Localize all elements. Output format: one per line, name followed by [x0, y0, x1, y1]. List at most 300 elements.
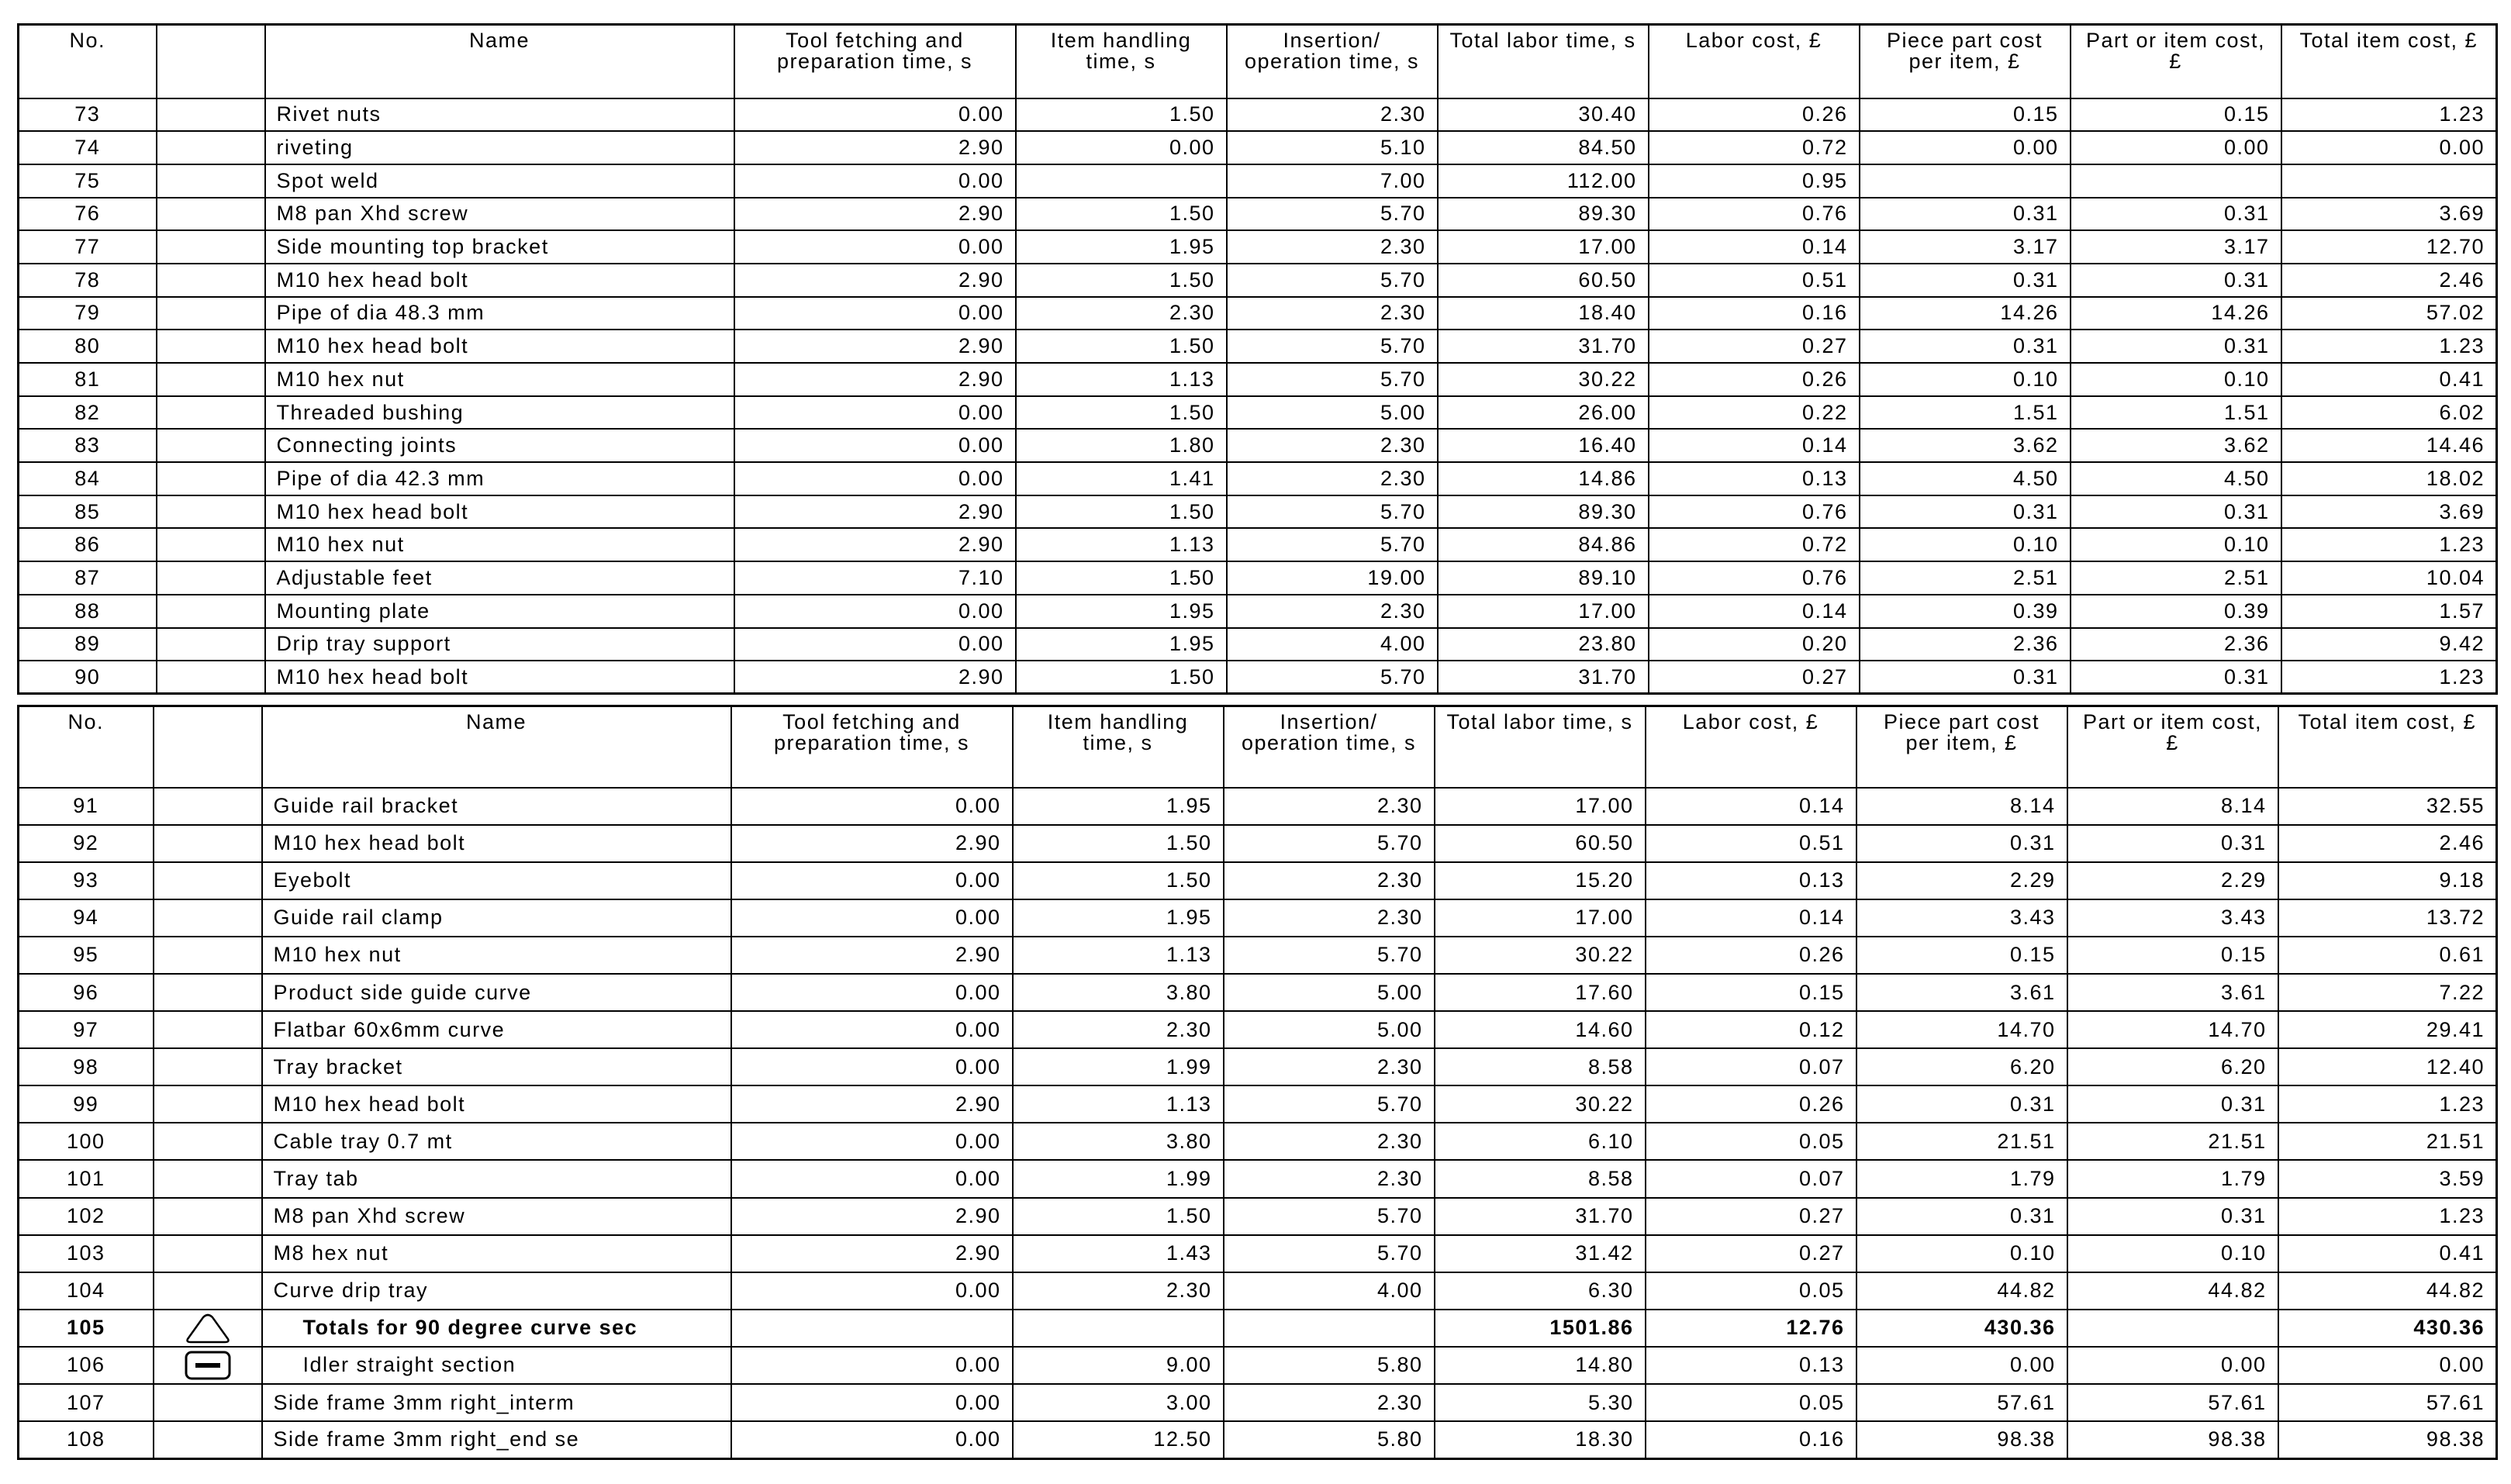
cell-icon	[157, 98, 265, 132]
table-row[interactable]	[19, 1235, 2497, 1272]
cell-name: Drip tray support	[265, 628, 734, 661]
cell-tool-time: 2.90	[734, 264, 1016, 297]
cell-no: 90	[19, 661, 157, 694]
header-part-item-cost: Part or item cost, £	[2067, 706, 2278, 788]
cell-handling-time: 1.95	[1013, 899, 1224, 937]
cell-insertion-time: 2.30	[1227, 297, 1438, 330]
cell-labor-cost: 0.16	[1646, 1421, 1856, 1458]
cell-total-item-cost: 1.23	[2278, 1085, 2497, 1123]
cell-handling-time: 1.50	[1016, 330, 1227, 363]
table-row[interactable]	[19, 1384, 2497, 1421]
cell-insertion-time: 5.70	[1224, 1235, 1435, 1272]
cell-icon	[154, 1160, 262, 1197]
cell-labor-cost: 0.27	[1646, 1235, 1856, 1272]
table-row[interactable]	[19, 1085, 2497, 1123]
cell-insertion-time: 2.30	[1224, 1123, 1435, 1160]
cell-total-labor-time: 18.30	[1435, 1421, 1646, 1458]
cell-no: 77	[19, 230, 157, 264]
cell-no: 80	[19, 330, 157, 363]
cell-total-item-cost: 9.42	[2281, 628, 2497, 661]
cell-labor-cost: 12.76	[1646, 1310, 1856, 1347]
cell-total-labor-time: 14.60	[1435, 1011, 1646, 1048]
cell-labor-cost: 0.20	[1649, 628, 1860, 661]
header-labor-cost: Labor cost, £	[1646, 706, 1856, 788]
cell-icon	[154, 1085, 262, 1123]
cell-piece-part-cost: 0.31	[1856, 1085, 2067, 1123]
cell-icon	[154, 974, 262, 1011]
table-row[interactable]	[19, 937, 2497, 974]
cell-insertion-time: 5.70	[1227, 495, 1438, 529]
cell-name: M10 hex head bolt	[262, 1085, 731, 1123]
cell-piece-part-cost: 0.31	[1860, 264, 2071, 297]
cell-total-item-cost: 0.61	[2278, 937, 2497, 974]
cell-labor-cost: 0.13	[1646, 1347, 1856, 1384]
table-header-row	[19, 25, 2497, 98]
cell-name: Rivet nuts	[265, 98, 734, 132]
cell-tool-time: 0.00	[731, 788, 1013, 825]
cell-handling-time: 1.13	[1013, 937, 1224, 974]
cell-no: 94	[19, 899, 154, 937]
table-row[interactable]	[19, 164, 2497, 198]
cell-total-item-cost: 13.72	[2278, 899, 2497, 937]
table-row[interactable]	[19, 1048, 2497, 1085]
table-row[interactable]	[19, 230, 2497, 264]
cell-total-item-cost: 430.36	[2278, 1310, 2497, 1347]
cell-total-labor-time: 23.80	[1438, 628, 1649, 661]
cell-handling-time: 1.50	[1016, 561, 1227, 595]
cell-handling-time: 12.50	[1013, 1421, 1224, 1458]
cell-piece-part-cost: 1.79	[1856, 1160, 2067, 1197]
cell-handling-time: 1.95	[1016, 628, 1227, 661]
cell-total-item-cost: 57.61	[2278, 1384, 2497, 1421]
cell-part-item-cost: 21.51	[2067, 1123, 2278, 1160]
triangle-outline-icon[interactable]	[165, 1313, 250, 1344]
cell-total-labor-time: 5.30	[1435, 1384, 1646, 1421]
cell-name: Cable tray 0.7 mt	[262, 1123, 731, 1160]
cell-total-labor-time: 30.22	[1435, 1085, 1646, 1123]
cell-total-item-cost: 98.38	[2278, 1421, 2497, 1458]
cell-insertion-time: 2.30	[1227, 462, 1438, 495]
cell-labor-cost: 0.07	[1646, 1160, 1856, 1197]
cell-icon	[157, 628, 265, 661]
cell-piece-part-cost: 3.17	[1860, 230, 2071, 264]
cell-insertion-time: 2.30	[1224, 1048, 1435, 1085]
cell-tool-time: 0.00	[734, 297, 1016, 330]
cell-part-item-cost: 3.17	[2071, 230, 2281, 264]
cell-handling-time: 0.00	[1016, 131, 1227, 164]
cell-total-item-cost: 29.41	[2278, 1011, 2497, 1048]
cell-tool-time: 0.00	[734, 595, 1016, 628]
table-row[interactable]	[19, 528, 2497, 561]
cell-tool-time: 0.00	[731, 862, 1013, 899]
cell-tool-time: 2.90	[734, 661, 1016, 694]
cell-handling-time: 1.95	[1013, 788, 1224, 825]
cell-total-item-cost: 1.57	[2281, 595, 2497, 628]
cell-part-item-cost: 0.10	[2071, 528, 2281, 561]
table-row[interactable]	[19, 396, 2497, 430]
table-row[interactable]	[19, 788, 2497, 825]
cell-total-labor-time: 89.30	[1438, 495, 1649, 529]
cell-handling-time: 1.50	[1013, 862, 1224, 899]
cell-insertion-time: 5.00	[1224, 1011, 1435, 1048]
cell-total-labor-time: 30.40	[1438, 98, 1649, 132]
table-header-row	[19, 706, 2497, 788]
header-total-item-cost: Total item cost, £	[2281, 25, 2497, 98]
cell-insertion-time: 5.70	[1227, 264, 1438, 297]
cell-labor-cost: 0.14	[1646, 899, 1856, 937]
cell-icon	[154, 1048, 262, 1085]
cell-piece-part-cost: 6.20	[1856, 1048, 2067, 1085]
cell-name: Adjustable feet	[265, 561, 734, 595]
cell-handling-time: 1.80	[1016, 429, 1227, 462]
cell-icon	[157, 561, 265, 595]
cell-total-labor-time: 18.40	[1438, 297, 1649, 330]
cell-tool-time: 0.00	[734, 429, 1016, 462]
cell-total-labor-time: 14.86	[1438, 462, 1649, 495]
cell-handling-time: 2.30	[1016, 297, 1227, 330]
cell-total-labor-time: 8.58	[1435, 1048, 1646, 1085]
table-row[interactable]	[19, 462, 2497, 495]
cell-labor-cost: 0.51	[1649, 264, 1860, 297]
table-body-lower	[19, 788, 2497, 1459]
cell-part-item-cost: 0.10	[2071, 363, 2281, 396]
cell-insertion-time: 2.30	[1227, 98, 1438, 132]
cell-piece-part-cost: 2.29	[1856, 862, 2067, 899]
cell-no: 85	[19, 495, 157, 529]
cell-piece-part-cost: 3.43	[1856, 899, 2067, 937]
cell-piece-part-cost: 0.31	[1856, 825, 2067, 862]
cell-total-item-cost: 0.41	[2281, 363, 2497, 396]
cell-piece-part-cost: 0.15	[1860, 98, 2071, 132]
cell-piece-part-cost: 0.10	[1856, 1235, 2067, 1272]
cell-piece-part-cost: 0.39	[1860, 595, 2071, 628]
cell-piece-part-cost: 0.00	[1856, 1347, 2067, 1384]
cell-labor-cost: 0.05	[1646, 1272, 1856, 1310]
cell-icon	[157, 297, 265, 330]
cell-no: 101	[19, 1160, 154, 1197]
cell-name: Tray tab	[262, 1160, 731, 1197]
header-insertion-time: Insertion/ operation time, s	[1224, 706, 1435, 788]
cell-piece-part-cost: 0.31	[1856, 1198, 2067, 1235]
cell-name: Tray bracket	[262, 1048, 731, 1085]
cell-insertion-time: 5.70	[1224, 825, 1435, 862]
cell-part-item-cost: 0.10	[2067, 1235, 2278, 1272]
cell-insertion-time: 5.70	[1227, 363, 1438, 396]
cell-piece-part-cost: 0.15	[1856, 937, 2067, 974]
cell-handling-time: 1.50	[1016, 98, 1227, 132]
cell-total-item-cost: 0.00	[2281, 131, 2497, 164]
cell-part-item-cost: 3.62	[2071, 429, 2281, 462]
cell-name: Totals for 90 degree curve sec	[262, 1310, 731, 1347]
cell-total-item-cost: 0.00	[2278, 1347, 2497, 1384]
cell-tool-time: 0.00	[731, 1421, 1013, 1458]
cell-no: 103	[19, 1235, 154, 1272]
cell-handling-time: 1.13	[1016, 363, 1227, 396]
cell-icon	[154, 862, 262, 899]
cell-part-item-cost: 0.31	[2071, 330, 2281, 363]
cell-icon	[157, 462, 265, 495]
cell-part-item-cost	[2067, 1310, 2278, 1347]
cell-part-item-cost: 0.31	[2071, 198, 2281, 231]
table-row[interactable]	[19, 131, 2497, 164]
table-row[interactable]	[19, 198, 2497, 231]
table-row[interactable]	[19, 264, 2497, 297]
cell-labor-cost: 0.27	[1646, 1198, 1856, 1235]
cell-no: 97	[19, 1011, 154, 1048]
cell-total-labor-time: 89.30	[1438, 198, 1649, 231]
cell-part-item-cost: 0.31	[2067, 1085, 2278, 1123]
cell-no: 74	[19, 131, 157, 164]
cell-icon	[154, 1235, 262, 1272]
table-row[interactable]	[19, 1347, 2497, 1384]
header-handling-time: Item handling time, s	[1013, 706, 1224, 788]
table-row[interactable]	[19, 899, 2497, 937]
cell-insertion-time: 2.30	[1224, 1160, 1435, 1197]
cell-no: 83	[19, 429, 157, 462]
table-row[interactable]	[19, 1011, 2497, 1048]
table-row[interactable]	[19, 561, 2497, 595]
cell-name: Flatbar 60x6mm curve	[262, 1011, 731, 1048]
cell-tool-time: 2.90	[731, 937, 1013, 974]
cell-total-item-cost: 32.55	[2278, 788, 2497, 825]
cell-icon	[157, 528, 265, 561]
table-body-upper	[19, 98, 2497, 694]
cell-total-labor-time: 8.58	[1435, 1160, 1646, 1197]
cell-labor-cost: 0.14	[1646, 788, 1856, 825]
cell-total-item-cost: 7.22	[2278, 974, 2497, 1011]
header-labor-cost: Labor cost, £	[1649, 25, 1860, 98]
cell-tool-time: 0.00	[731, 974, 1013, 1011]
cell-no: 107	[19, 1384, 154, 1421]
table-row[interactable]	[19, 1272, 2497, 1310]
cell-piece-part-cost: 0.31	[1860, 330, 2071, 363]
cell-insertion-time: 5.10	[1227, 131, 1438, 164]
cost-table-lower	[17, 705, 2498, 1460]
table-row[interactable]	[19, 429, 2497, 462]
cell-piece-part-cost: 57.61	[1856, 1384, 2067, 1421]
cell-tool-time: 2.90	[734, 363, 1016, 396]
cell-insertion-time: 2.30	[1227, 595, 1438, 628]
cell-icon	[157, 495, 265, 529]
cell-piece-part-cost: 8.14	[1856, 788, 2067, 825]
cell-name: Mounting plate	[265, 595, 734, 628]
totals-row[interactable]	[19, 1310, 2497, 1347]
cell-icon	[157, 131, 265, 164]
cell-insertion-time: 5.70	[1224, 1085, 1435, 1123]
header-total-labor-time: Total labor time, s	[1435, 706, 1646, 788]
cell-labor-cost: 0.16	[1649, 297, 1860, 330]
table-row[interactable]	[19, 297, 2497, 330]
cell-icon	[154, 1123, 262, 1160]
cell-no: 108	[19, 1421, 154, 1458]
cell-tool-time: 0.00	[734, 462, 1016, 495]
cell-tool-time	[731, 1310, 1013, 1347]
table-row[interactable]	[19, 1123, 2497, 1160]
cell-no: 87	[19, 561, 157, 595]
cell-tool-time: 0.00	[731, 1048, 1013, 1085]
cell-name: Curve drip tray	[262, 1272, 731, 1310]
cell-total-labor-time: 15.20	[1435, 862, 1646, 899]
cell-no: 78	[19, 264, 157, 297]
cell-icon	[154, 1384, 262, 1421]
cell-piece-part-cost: 44.82	[1856, 1272, 2067, 1310]
cell-insertion-time: 5.00	[1224, 974, 1435, 1011]
cell-labor-cost: 0.07	[1646, 1048, 1856, 1085]
cell-handling-time: 1.50	[1016, 198, 1227, 231]
cell-labor-cost: 0.26	[1646, 1085, 1856, 1123]
cell-handling-time: 1.99	[1013, 1160, 1224, 1197]
cell-total-labor-time: 26.00	[1438, 396, 1649, 430]
cell-part-item-cost: 14.26	[2071, 297, 2281, 330]
cell-total-labor-time: 17.00	[1438, 595, 1649, 628]
cell-total-item-cost: 10.04	[2281, 561, 2497, 595]
cell-handling-time: 3.00	[1013, 1384, 1224, 1421]
cell-name: Spot weld	[265, 164, 734, 198]
table-row[interactable]	[19, 1421, 2497, 1458]
cell-piece-part-cost: 2.36	[1860, 628, 2071, 661]
cell-no: 105	[19, 1310, 154, 1347]
cell-labor-cost: 0.76	[1649, 561, 1860, 595]
cell-piece-part-cost: 0.31	[1860, 495, 2071, 529]
cell-piece-part-cost: 14.26	[1860, 297, 2071, 330]
cell-piece-part-cost: 1.51	[1860, 396, 2071, 430]
header-no: No.	[19, 706, 154, 788]
cell-insertion-time: 5.70	[1227, 528, 1438, 561]
cell-piece-part-cost: 4.50	[1860, 462, 2071, 495]
cell-total-labor-time: 84.50	[1438, 131, 1649, 164]
cell-total-item-cost: 3.69	[2281, 495, 2497, 529]
table-row[interactable]	[19, 862, 2497, 899]
cell-handling-time: 3.80	[1013, 1123, 1224, 1160]
cell-total-labor-time: 17.60	[1435, 974, 1646, 1011]
cell-total-item-cost: 0.41	[2278, 1235, 2497, 1272]
cell-labor-cost: 0.05	[1646, 1384, 1856, 1421]
cell-no: 81	[19, 363, 157, 396]
cell-tool-time: 7.10	[734, 561, 1016, 595]
cell-total-labor-time: 17.00	[1435, 899, 1646, 937]
cell-name: Product side guide curve	[262, 974, 731, 1011]
cell-name: riveting	[265, 131, 734, 164]
cell-no: 84	[19, 462, 157, 495]
cell-piece-part-cost: 98.38	[1856, 1421, 2067, 1458]
cell-icon	[154, 825, 262, 862]
cell-piece-part-cost: 14.70	[1856, 1011, 2067, 1048]
cell-name: M10 hex head bolt	[265, 330, 734, 363]
cell-icon	[157, 198, 265, 231]
cell-tool-time: 0.00	[731, 899, 1013, 937]
cell-insertion-time: 4.00	[1227, 628, 1438, 661]
cell-no: 95	[19, 937, 154, 974]
cell-icon	[157, 396, 265, 430]
cell-total-labor-time: 60.50	[1435, 825, 1646, 862]
header-total-item-cost: Total item cost, £	[2278, 706, 2497, 788]
table-row[interactable]	[19, 974, 2497, 1011]
cell-total-item-cost	[2281, 164, 2497, 198]
cell-part-item-cost: 14.70	[2067, 1011, 2278, 1048]
cell-piece-part-cost: 21.51	[1856, 1123, 2067, 1160]
cell-total-labor-time: 16.40	[1438, 429, 1649, 462]
cell-no: 82	[19, 396, 157, 430]
cell-total-labor-time: 112.00	[1438, 164, 1649, 198]
cell-labor-cost: 0.76	[1649, 198, 1860, 231]
cell-total-item-cost: 6.02	[2281, 396, 2497, 430]
cell-name: Side frame 3mm right_interm	[262, 1384, 731, 1421]
cell-icon	[157, 363, 265, 396]
table-row[interactable]	[19, 330, 2497, 363]
cell-part-item-cost: 2.36	[2071, 628, 2281, 661]
cell-insertion-time: 5.70	[1224, 1198, 1435, 1235]
cell-no: 79	[19, 297, 157, 330]
cell-insertion-time: 5.70	[1227, 198, 1438, 231]
cell-total-labor-time: 31.42	[1435, 1235, 1646, 1272]
cell-total-item-cost: 9.18	[2278, 862, 2497, 899]
cell-labor-cost: 0.14	[1649, 230, 1860, 264]
header-total-labor-time: Total labor time, s	[1438, 25, 1649, 98]
cell-tool-time: 0.00	[734, 230, 1016, 264]
cell-part-item-cost: 44.82	[2067, 1272, 2278, 1310]
cell-piece-part-cost: 2.51	[1860, 561, 2071, 595]
table-row[interactable]	[19, 595, 2497, 628]
cell-handling-time: 1.50	[1016, 396, 1227, 430]
table-row[interactable]	[19, 98, 2497, 132]
cell-part-item-cost: 0.15	[2067, 937, 2278, 974]
cell-part-item-cost: 0.15	[2071, 98, 2281, 132]
table-row[interactable]	[19, 495, 2497, 529]
cell-no: 98	[19, 1048, 154, 1085]
cell-insertion-time: 5.80	[1224, 1421, 1435, 1458]
table-row[interactable]	[19, 661, 2497, 694]
cell-total-item-cost: 2.46	[2278, 825, 2497, 862]
collapse-box-icon[interactable]	[165, 1350, 250, 1381]
cell-insertion-time: 5.70	[1227, 330, 1438, 363]
table-row[interactable]	[19, 628, 2497, 661]
cell-part-item-cost: 0.31	[2071, 661, 2281, 694]
cell-name: Idler straight section	[262, 1347, 731, 1384]
cell-no: 102	[19, 1198, 154, 1235]
cell-handling-time	[1013, 1310, 1224, 1347]
header-icon	[157, 25, 265, 98]
cell-part-item-cost: 0.31	[2067, 1198, 2278, 1235]
cell-icon	[157, 264, 265, 297]
cell-icon	[154, 1421, 262, 1458]
cell-total-item-cost: 44.82	[2278, 1272, 2497, 1310]
cell-total-labor-time: 17.00	[1435, 788, 1646, 825]
table-row[interactable]	[19, 1160, 2497, 1197]
cell-no: 93	[19, 862, 154, 899]
cell-total-labor-time: 31.70	[1435, 1198, 1646, 1235]
cell-total-labor-time: 1501.86	[1435, 1310, 1646, 1347]
cell-total-item-cost: 18.02	[2281, 462, 2497, 495]
cell-piece-part-cost: 0.31	[1860, 198, 2071, 231]
cell-no: 75	[19, 164, 157, 198]
cell-total-item-cost: 12.40	[2278, 1048, 2497, 1085]
cell-part-item-cost: 3.61	[2067, 974, 2278, 1011]
cell-piece-part-cost: 0.31	[1860, 661, 2071, 694]
table-row[interactable]	[19, 825, 2497, 862]
cell-insertion-time: 5.80	[1224, 1347, 1435, 1384]
cell-name: M10 hex nut	[265, 363, 734, 396]
cell-name: M8 hex nut	[262, 1235, 731, 1272]
cell-handling-time: 1.13	[1016, 528, 1227, 561]
table-row[interactable]	[19, 1198, 2497, 1235]
cell-labor-cost: 0.76	[1649, 495, 1860, 529]
cell-labor-cost: 0.51	[1646, 825, 1856, 862]
cell-labor-cost: 0.72	[1649, 528, 1860, 561]
cell-insertion-time: 19.00	[1227, 561, 1438, 595]
cell-name: Threaded bushing	[265, 396, 734, 430]
cell-tool-time: 0.00	[731, 1123, 1013, 1160]
table-row[interactable]	[19, 363, 2497, 396]
